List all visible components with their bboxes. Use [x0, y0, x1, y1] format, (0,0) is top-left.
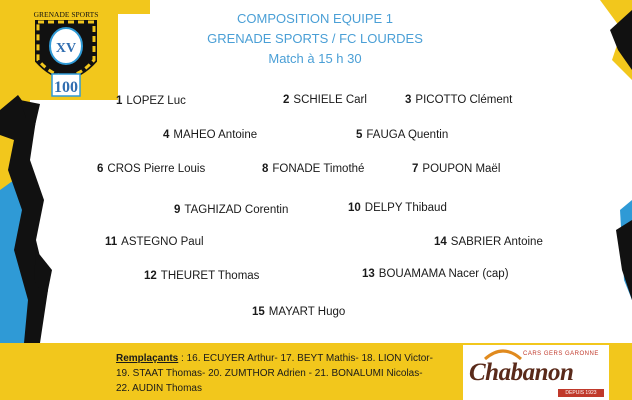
player-name: DELPY Thibaud	[364, 202, 447, 214]
player-number: 3	[405, 94, 412, 106]
player-name: MAYART Hugo	[268, 306, 346, 318]
player-name: FONADE Timothé	[272, 163, 365, 175]
player-number: 10	[348, 202, 361, 214]
player-number: 1	[116, 95, 123, 107]
substitutes-label: Remplaçants	[116, 353, 179, 364]
sponsor-logo	[463, 345, 609, 400]
player-7	[412, 163, 500, 175]
player-number: 9	[174, 204, 181, 216]
player-number: 12	[144, 270, 157, 282]
player-4	[163, 129, 257, 141]
player-11	[105, 236, 204, 248]
player-12	[144, 270, 259, 282]
sponsor-tagline: CARS GERS GARONNE	[523, 351, 599, 357]
player-number: 4	[163, 129, 170, 141]
player-6	[97, 163, 205, 175]
header-match: GRENADE SPORTS / FC LOURDES	[207, 31, 423, 46]
player-2	[283, 94, 367, 106]
player-number: 7	[412, 163, 419, 175]
player-name: LOPEZ Luc	[126, 95, 186, 107]
header-time: Match à 15 h 30	[268, 51, 362, 66]
player-name: SABRIER Antoine	[450, 236, 543, 248]
player-10	[348, 202, 447, 214]
substitutes-line-2: 19. STAAT Thomas- 20. ZUMTHOR Adrien - 21. BONALUMI Nicolas-	[116, 368, 423, 379]
player-name: THEURET Thomas	[160, 270, 260, 282]
player-14	[434, 236, 543, 248]
player-number: 8	[262, 163, 269, 175]
player-9	[174, 204, 288, 216]
player-name: POUPON Maël	[422, 163, 501, 175]
player-name: PICOTTO Clément	[415, 94, 513, 106]
crest-mid-text: XV	[55, 41, 77, 56]
club-crest-logo	[30, 2, 102, 100]
player-number: 14	[434, 236, 447, 248]
player-15	[252, 306, 345, 318]
header-title: COMPOSITION EQUIPE 1	[236, 11, 394, 26]
player-number: 6	[97, 163, 104, 175]
player-name: TAGHIZAD Corentin	[184, 204, 289, 216]
player-13	[362, 268, 509, 280]
player-name: SCHIELE Carl	[293, 94, 367, 106]
sponsor-name: Chabanon	[469, 359, 574, 386]
player-name: BOUAMAMA Nacer (cap)	[378, 268, 509, 280]
player-1	[116, 95, 186, 107]
substitutes-line-1: Remplaçants : 16. ECUYER Arthur- 17. BEYT Mathis- 18. LION Victor-	[116, 353, 433, 364]
player-number: 2	[283, 94, 290, 106]
player-8	[262, 163, 364, 175]
player-number: 11	[105, 236, 118, 248]
player-name: CROS Pierre Louis	[107, 163, 206, 175]
crest-top-text: GRENADE SPORTS	[33, 10, 99, 19]
player-3	[405, 94, 512, 106]
player-5	[356, 129, 448, 141]
sponsor-since: DEPUIS 1923	[558, 389, 604, 397]
crest-bottom-text: 100	[54, 79, 78, 96]
player-name: FAUGA Quentin	[366, 129, 449, 141]
substitutes-list	[116, 351, 456, 396]
player-number: 13	[362, 268, 375, 280]
player-name: ASTEGNO Paul	[121, 236, 204, 248]
player-number: 5	[356, 129, 363, 141]
substitutes-line-3: 22. AUDIN Thomas	[116, 383, 202, 394]
player-number: 15	[252, 306, 265, 318]
player-name: MAHEO Antoine	[173, 129, 258, 141]
